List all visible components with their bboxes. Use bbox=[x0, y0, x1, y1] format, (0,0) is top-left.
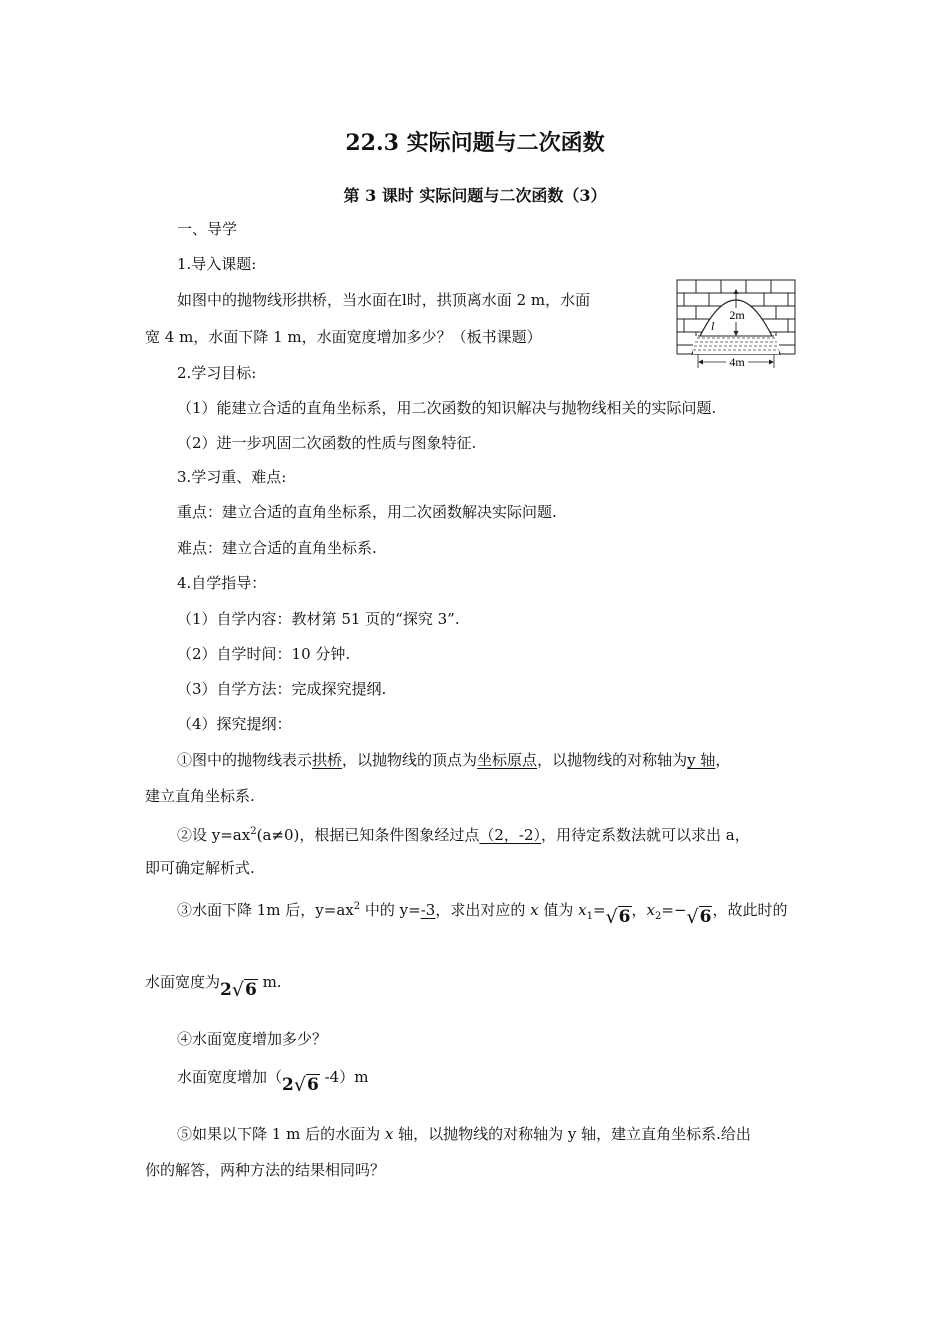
question-4-line-2: 水面宽度增加（ 2 √ 6 -4）m bbox=[177, 1068, 369, 1096]
question-3-line-2: 水面宽度为 2 √ 6 m. bbox=[145, 973, 282, 1001]
guide-content: （1）自学内容：教材第 51 页的“探究 3”. bbox=[177, 610, 460, 628]
guide-time: （2）自学时间：10 分钟. bbox=[177, 645, 351, 663]
intro-line-1: 如图中的抛物线形拱桥，当水面在l时，拱顶离水面 2 m，水面 bbox=[177, 291, 591, 309]
lesson-subtitle: 第 3 课时 实际问题与二次函数（3） bbox=[343, 186, 607, 205]
guide-method: （3）自学方法：完成探究提纲. bbox=[177, 680, 387, 698]
answer-blank: 拱桥 bbox=[312, 751, 343, 769]
answer-blank: y 轴 bbox=[687, 751, 716, 769]
key-focus: 重点：建立合适的直角坐标系，用二次函数解决实际问题. bbox=[177, 503, 557, 521]
section-heading: 一、导学 bbox=[177, 220, 238, 238]
goals-heading: 2.学习目标: bbox=[177, 364, 257, 382]
goal-2: （2）进一步巩固二次函数的性质与图象特征. bbox=[177, 434, 477, 452]
question-4-line-1: ④水面宽度增加多少？ bbox=[177, 1030, 328, 1048]
question-3-line-1: ③水面下降 1m 后，$y=ax^2$ 中的 y=-3，求出对应的 x 值为 $x_1=$ √ 6 ，$x_2=-$ √ 6 ，故此时的 bbox=[177, 901, 788, 928]
key-heading: 3.学习重、难点: bbox=[177, 468, 287, 486]
guide-heading: 4.自学指导： bbox=[177, 574, 267, 592]
width-label: 4m bbox=[729, 355, 745, 369]
question-1-line-2: 建立直角坐标系. bbox=[145, 787, 255, 805]
arch-bridge-figure bbox=[676, 278, 796, 370]
question-2-line-1: ②设 $y=ax^2(a\ne 0)$，根据已知条件图象经过点（2，-2），用待定系数法就可以求出 a， bbox=[177, 826, 750, 844]
intro-line-2: 宽 4 m，水面下降 1 m，水面宽度增加多少？（板书课题） bbox=[145, 328, 542, 346]
question-5-line-2: 你的解答，两种方法的结果相同吗？ bbox=[145, 1161, 386, 1179]
sqrt-expression: 2 √ 6 bbox=[282, 1074, 319, 1096]
answer-blank: -3 bbox=[420, 901, 436, 919]
guide-outline: （4）探究提纲： bbox=[177, 715, 292, 733]
key-difficulty: 难点：建立合适的直角坐标系. bbox=[177, 539, 377, 557]
water-level-label: l bbox=[711, 319, 715, 333]
sqrt-expression: 2 √ 6 bbox=[220, 979, 257, 1001]
intro-heading: 1.导入课题: bbox=[177, 255, 257, 273]
question-1-line-1: ①图中的抛物线表示拱桥，以抛物线的顶点为坐标原点，以抛物线的对称轴为y 轴， bbox=[177, 751, 731, 769]
answer-blank: 坐标原点 bbox=[477, 751, 538, 769]
height-label: 2m bbox=[729, 308, 745, 322]
sqrt-expression: √ 6 bbox=[605, 906, 631, 928]
goal-1: （1）能建立合适的直角坐标系，用二次函数的知识解决与抛物线相关的实际问题. bbox=[177, 399, 717, 417]
question-2-line-2: 即可确定解析式. bbox=[145, 859, 255, 877]
sqrt-expression: √ 6 bbox=[686, 906, 712, 928]
page-title: 22.3 实际问题与二次函数 bbox=[345, 130, 605, 156]
answer-blank: （2，-2） bbox=[479, 826, 542, 844]
question-5-line-1: ⑤如果以下降 1 m 后的水面为 x 轴，以抛物线的对称轴为 y 轴，建立直角坐标系.给出 bbox=[177, 1125, 751, 1143]
